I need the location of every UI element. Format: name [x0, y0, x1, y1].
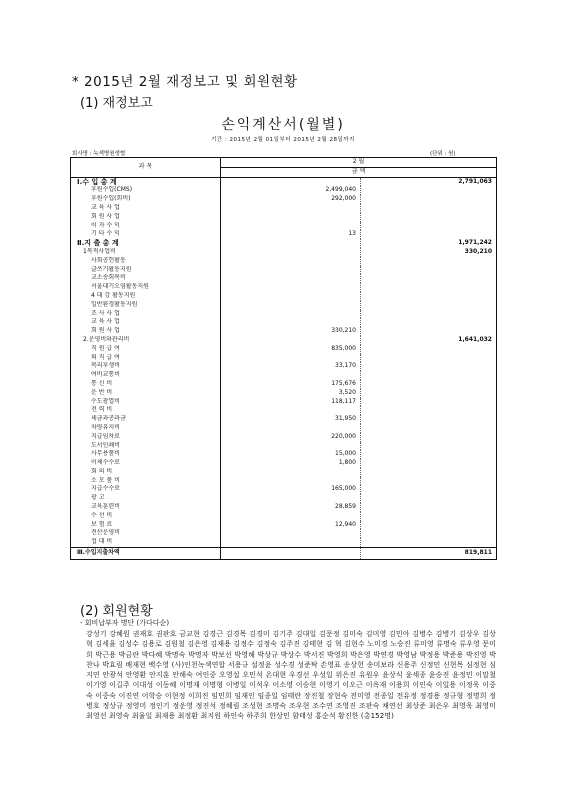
row-label: 접 대 비	[71, 538, 221, 547]
statement-row	[71, 389, 497, 398]
row-amount-detail	[221, 204, 361, 213]
statement-title: 손익계산서(월별)	[221, 117, 345, 133]
row-label: 복리후생비	[71, 362, 221, 371]
row-amount-total	[361, 310, 497, 319]
row-amount-detail: 175,676	[221, 380, 361, 389]
row-amount-detail: 165,000	[221, 485, 361, 494]
statement-row	[71, 345, 497, 354]
row-amount-total	[361, 354, 497, 363]
row-label: 교소송회복비	[71, 274, 221, 283]
row-label: 조 사 사 업	[71, 310, 221, 319]
net-difference-blank	[221, 548, 361, 560]
unit-label: (단위 : 원)	[430, 151, 456, 157]
row-amount-total	[361, 380, 497, 389]
row-amount-total: 2,791,063	[458, 177, 492, 185]
statement-row	[71, 485, 497, 494]
statement-row	[71, 310, 497, 319]
row-amount-total	[361, 424, 497, 433]
row-label: 이체수수료	[71, 459, 221, 468]
row-amount-detail	[221, 266, 361, 275]
row-amount-detail: 13	[221, 230, 361, 239]
row-amount-detail	[221, 336, 361, 345]
row-label: 회 의 비	[71, 468, 221, 477]
row-label: 일반환경활동지원	[71, 301, 221, 310]
row-amount-detail	[221, 406, 361, 415]
row-amount-total	[361, 485, 497, 494]
row-amount-detail	[221, 177, 361, 186]
row-amount-total	[361, 521, 497, 530]
row-label: 1목적사업비	[71, 248, 221, 257]
statement-row	[71, 222, 497, 231]
row-label: 운 반 비	[71, 389, 221, 398]
row-label: 기 타 수 익	[71, 230, 221, 239]
row-amount-detail	[221, 477, 361, 486]
col-header-amount: 금 액	[221, 167, 497, 177]
row-amount-detail	[221, 274, 361, 283]
row-amount-detail	[221, 494, 361, 503]
row-amount-total	[361, 230, 497, 239]
row-label: Ⅱ.지 출 총 계	[71, 239, 221, 248]
row-label: 글쓰기활동지원	[71, 266, 221, 275]
row-amount-detail	[221, 468, 361, 477]
row-amount-total	[361, 318, 497, 327]
row-label: 교육훈련비	[71, 503, 221, 512]
row-amount-detail: 3,520	[221, 389, 361, 398]
row-label: 4 대 강 활동지원	[71, 292, 221, 301]
row-amount-total: 330,210	[464, 247, 492, 255]
statement-row	[71, 538, 497, 547]
row-amount-detail	[221, 301, 361, 310]
row-amount-total	[361, 204, 497, 213]
row-amount-total	[361, 301, 497, 310]
statement-row	[71, 318, 497, 327]
row-label: 차량유지비	[71, 424, 221, 433]
row-amount-total: 1,641,032	[458, 335, 492, 343]
row-amount-detail	[221, 257, 361, 266]
report-title: * 2015년 2월 재정보고 및 회원현황	[72, 74, 298, 90]
statement-row	[71, 371, 497, 380]
net-difference-row	[71, 548, 497, 560]
row-label: 후원수입(CMS)	[71, 186, 221, 195]
row-amount-detail: 33,170	[221, 362, 361, 371]
row-amount-total	[361, 186, 497, 195]
row-amount-total	[361, 266, 497, 275]
row-amount-total	[361, 459, 497, 468]
members-subtitle: - 회비납부자 명단 (가다다순)	[80, 619, 170, 627]
statement-row	[71, 336, 497, 345]
statement-row	[71, 468, 497, 477]
row-amount-total: 1,971,242	[458, 239, 492, 247]
row-amount-detail: 31,950	[221, 415, 361, 424]
statement-row	[71, 512, 497, 521]
row-amount-detail: 835,000	[221, 345, 361, 354]
row-amount-total	[361, 283, 497, 292]
row-amount-total	[361, 512, 497, 521]
statement-row	[71, 415, 497, 424]
row-amount-detail	[221, 354, 361, 363]
row-label: 전 력 비	[71, 406, 221, 415]
statement-row	[71, 248, 497, 257]
company-name: 회사명 : 녹색병원생협	[72, 151, 126, 157]
row-amount-total	[361, 345, 497, 354]
statement-row	[71, 292, 497, 301]
row-label: 세금과공과금	[71, 415, 221, 424]
row-label: 교 육 사 업	[71, 318, 221, 327]
row-label: 소 모 품 비	[71, 477, 221, 486]
row-label: 전산운영비	[71, 529, 221, 538]
row-amount-detail: 15,000	[221, 450, 361, 459]
row-amount-detail: 12,940	[221, 521, 361, 530]
row-amount-total	[361, 529, 497, 538]
row-amount-total	[361, 494, 497, 503]
row-amount-total	[361, 503, 497, 512]
statement-row	[71, 521, 497, 530]
row-label: 도서인쇄비	[71, 442, 221, 451]
statement-row	[71, 406, 497, 415]
statement-row	[71, 266, 497, 275]
section-finance-heading: (1) 재정보고	[80, 96, 153, 111]
row-amount-total	[361, 371, 497, 380]
statement-row	[71, 177, 497, 186]
row-amount-total	[361, 195, 497, 204]
row-amount-detail: 1,800	[221, 459, 361, 468]
row-amount-detail: 118,117	[221, 398, 361, 407]
net-difference-value: 819,811	[361, 548, 497, 560]
row-label: 사무용품비	[71, 450, 221, 459]
row-amount-detail	[221, 239, 361, 248]
net-difference-label: Ⅲ.수입지출차액	[71, 548, 221, 560]
row-amount-total	[361, 213, 497, 222]
row-label: 회 원 사 업	[71, 213, 221, 222]
col-header-item: 과 목	[71, 158, 221, 178]
row-amount-total	[361, 257, 497, 266]
section-members-heading: (2) 회원현황	[80, 604, 153, 619]
row-amount-total	[361, 442, 497, 451]
member-names-list: 강성기 강혜원 권재호 권판호 금교현 김경근 김경목 김경미 김기주 김대일 김문정 김미숙 김미영 김민아 김병수 김병기 김상우 김상혁 김세율 김성수 김용로 김원철 김은영 김재용 김정수 김정숙 김주진 김태현 김 혁 김현수 노미경 노승진 류미영 류명숙 류우영 문미희 박근용 박금란 박다혜 박명숙 박명자 박보선 박영해 박상규 박상수 박서진 박영희 박은영 박연경 박영남 박정용 박준용 박진영 박찬나 박효림 배재현 백수영 (사)인천녹색연합 서용규 설정윤 성수경 성준탁 손영표 송상헌 송미보라 신용주 신정민 신현목 심정현 심지연 안광석 안영환 안지훈 안해숙 여인중 오영섭 오민석 온대현 우경선 우성일 위은진 유원우 윤상식 윤세종 윤승진 윤정민 이말철 이기영 이길주 이대성 이동혜 이명재 이명형 이병일 이석우 이소영 이승현 이영기 이오근 이옥재 이용희 이인숙 이일용 이정욱 이중숙 이중숙 이진연 이학승 이현정 이희진 임민희 임재인 임종일 임태란 장진철 장현숙 전미영 전종일 전유정 정경용 정규형 정명희 정병호 정상규 정영미 정인기 정운영 정진석 정혜림 조성현 조명숙 조우현 조수연 조영진 조판숙 채연선 최상준 최은우 최영욱 최영미 최영선 최영숙 최율일 최재용 최정환 최지원 하인숙 하주희 한상민 함태성 홍순석 황진한 (총152명)	[86, 630, 496, 721]
row-label: 광 고	[71, 494, 221, 503]
row-amount-detail: 292,000	[221, 195, 361, 204]
statement-row	[71, 186, 497, 195]
row-amount-total	[361, 389, 497, 398]
row-label: 수 선 비	[71, 512, 221, 521]
row-label: 수도광열비	[71, 398, 221, 407]
row-amount-total	[361, 292, 497, 301]
statement-row	[71, 398, 497, 407]
statement-row	[71, 301, 497, 310]
row-amount-detail	[221, 442, 361, 451]
row-amount-total	[361, 415, 497, 424]
statement-row	[71, 494, 497, 503]
row-label: 서울대기오염활동지원	[71, 283, 221, 292]
statement-row	[71, 477, 497, 486]
statement-row	[71, 362, 497, 371]
statement-row	[71, 503, 497, 512]
statement-row	[71, 424, 497, 433]
row-amount-detail	[221, 318, 361, 327]
row-label: 회 원 사 업	[71, 327, 221, 336]
row-amount-detail	[221, 222, 361, 231]
statement-row	[71, 239, 497, 248]
row-label: 교 육 사 업	[71, 204, 221, 213]
row-amount-detail: 2,499,040	[221, 186, 361, 195]
row-amount-total	[361, 274, 497, 283]
row-label: 사회공헌활동	[71, 257, 221, 266]
row-amount-detail: 330,210	[221, 327, 361, 336]
row-amount-detail	[221, 283, 361, 292]
row-amount-total	[361, 433, 497, 442]
statement-row	[71, 529, 497, 538]
statement-row	[71, 195, 497, 204]
statement-period: 기간 : 2015년 2월 01일부터 2015년 2월 28일까지	[211, 137, 355, 143]
row-amount-total	[361, 538, 497, 547]
row-amount-total	[361, 398, 497, 407]
row-label: 여비교통비	[71, 371, 221, 380]
statement-row	[71, 213, 497, 222]
row-amount-total	[361, 450, 497, 459]
row-amount-total	[361, 362, 497, 371]
row-amount-detail: 220,000	[221, 433, 361, 442]
statement-row	[71, 283, 497, 292]
row-label: 직 원 급 여	[71, 345, 221, 354]
row-amount-total	[361, 477, 497, 486]
row-amount-detail	[221, 213, 361, 222]
row-amount-detail	[221, 310, 361, 319]
statement-row	[71, 433, 497, 442]
statement-row	[71, 459, 497, 468]
row-amount-detail	[221, 248, 361, 257]
income-statement-table	[70, 157, 497, 560]
row-label: 지급수수료	[71, 485, 221, 494]
row-amount-total	[361, 327, 497, 336]
statement-row	[71, 450, 497, 459]
row-amount-detail	[221, 529, 361, 538]
statement-row	[71, 274, 497, 283]
row-amount-detail	[221, 538, 361, 547]
statement-row	[71, 354, 497, 363]
row-label: 통 신 비	[71, 380, 221, 389]
row-amount-total	[361, 222, 497, 231]
statement-row	[71, 380, 497, 389]
row-amount-detail	[221, 512, 361, 521]
row-amount-total	[361, 468, 497, 477]
statement-row	[71, 230, 497, 239]
col-header-month: 2 월	[221, 158, 497, 168]
row-label: 퇴 직 급 여	[71, 354, 221, 363]
statement-row	[71, 257, 497, 266]
row-label: 이 자 수 익	[71, 222, 221, 231]
row-amount-detail	[221, 371, 361, 380]
statement-row	[71, 204, 497, 213]
row-label: 보 험 료	[71, 521, 221, 530]
row-amount-detail: 28,859	[221, 503, 361, 512]
row-amount-detail	[221, 292, 361, 301]
row-label: 후원수입(회비)	[71, 195, 221, 204]
row-amount-total	[361, 406, 497, 415]
row-amount-detail	[221, 424, 361, 433]
row-label: Ⅰ.수 입 총 계	[71, 177, 221, 186]
statement-row	[71, 442, 497, 451]
row-label: 지급임차료	[71, 433, 221, 442]
statement-row	[71, 327, 497, 336]
row-label: 2.운영비와관리비	[71, 336, 221, 345]
